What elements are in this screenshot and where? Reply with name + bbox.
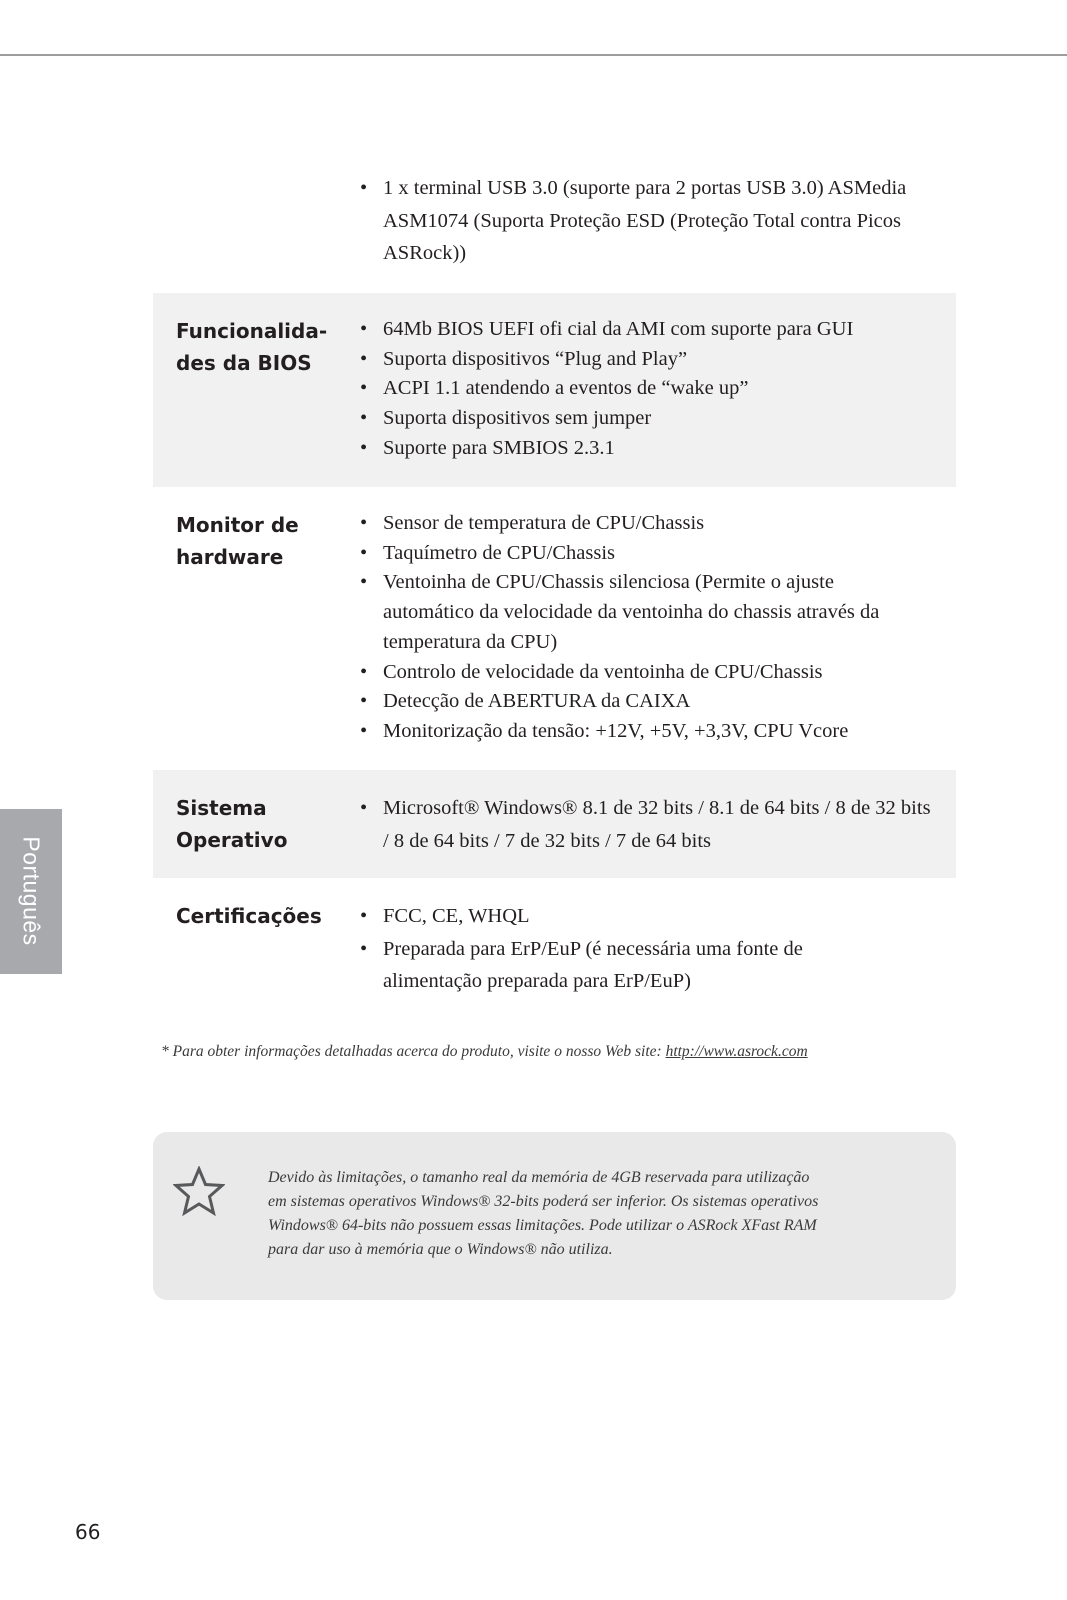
list-item: • Sensor de temperatura de CPU/Chassis	[383, 509, 948, 539]
website-link[interactable]: http://www.asrock.com	[665, 1043, 808, 1060]
usb-list	[383, 172, 948, 270]
page-number: 66	[75, 1520, 101, 1544]
list-item: • Controlo de velocidade da ventoinha de CPU/Chassis	[383, 658, 948, 688]
list-item: • Ventoinha de CPU/Chassis silenciosa (Permite o ajuste automático da velocidade da ventoinha do chassis através da temperatura da CPU)	[383, 568, 948, 657]
list-item: • FCC, CE, WHQL	[383, 900, 948, 933]
bios-list	[383, 315, 948, 464]
star-icon	[173, 1166, 225, 1216]
os-list	[383, 792, 948, 857]
list-item: • Microsoft® Windows® 8.1 de 32 bits / 8.1 de 64 bits / 8 de 32 bits / 8 de 64 bits / 7 de 32 bits / 7 de 64 bits	[383, 792, 948, 857]
list-item: • 1 x terminal USB 3.0 (suporte para 2 portas USB 3.0) ASMedia ASM1074 (Suporta Proteção ESD (Proteção Total contra Picos ASRock))	[383, 172, 948, 270]
bios-label: Funcionalida- des da BIOS	[176, 319, 328, 375]
list-item: • Suporte para SMBIOS 2.3.1	[383, 434, 948, 464]
footnote	[161, 1043, 961, 1061]
certifications-label: Certificações	[176, 904, 322, 928]
memory-note-box	[153, 1132, 956, 1300]
hardware-list	[383, 509, 948, 747]
list-item: • Detecção de ABERTURA da CAIXA	[383, 687, 948, 717]
language-side-tab	[0, 809, 62, 974]
spec-row-hardware-monitor	[153, 487, 956, 770]
os-label: Sistema Operativo	[176, 796, 288, 852]
spec-row-certifications	[153, 878, 956, 1008]
list-item: • Suporta dispositivos sem jumper	[383, 404, 948, 434]
spec-row-operating-system	[153, 770, 956, 878]
certifications-list	[383, 900, 948, 998]
footnote-text: * Para obter informações detalhadas acerca do produto, visite o nosso Web site:	[161, 1043, 666, 1060]
spec-row-bios	[153, 293, 956, 487]
list-item: • ACPI 1.1 atendendo a eventos de “wake up”	[383, 374, 948, 404]
list-item: • Suporta dispositivos “Plug and Play”	[383, 345, 948, 375]
spec-row-usb-continuation	[153, 172, 956, 272]
list-item: • Taquímetro de CPU/Chassis	[383, 539, 948, 569]
list-item: • Monitorização da tensão: +12V, +5V, +3,3V, CPU Vcore	[383, 717, 948, 747]
top-divider	[0, 54, 1067, 56]
language-side-tab-label: Português	[18, 836, 45, 946]
list-item: • Preparada para ErP/EuP (é necessária uma fonte de alimentação preparada para ErP/EuP)	[383, 933, 948, 998]
memory-note-text: Devido às limitações, o tamanho real da memória de 4GB reservada para utilização em sistemas operativos Windows® 32-bits poderá ser inferior. Os sistemas operativos Windows® 64-bits não possuem essas limitações. Pode utilizar o ASRock XFast RAM para dar uso à memória que o Windows® não utiliza.	[268, 1169, 819, 1258]
hardware-label: Monitor de hardware	[176, 513, 299, 569]
list-item: • 64Mb BIOS UEFI ofi cial da AMI com suporte para GUI	[383, 315, 948, 345]
